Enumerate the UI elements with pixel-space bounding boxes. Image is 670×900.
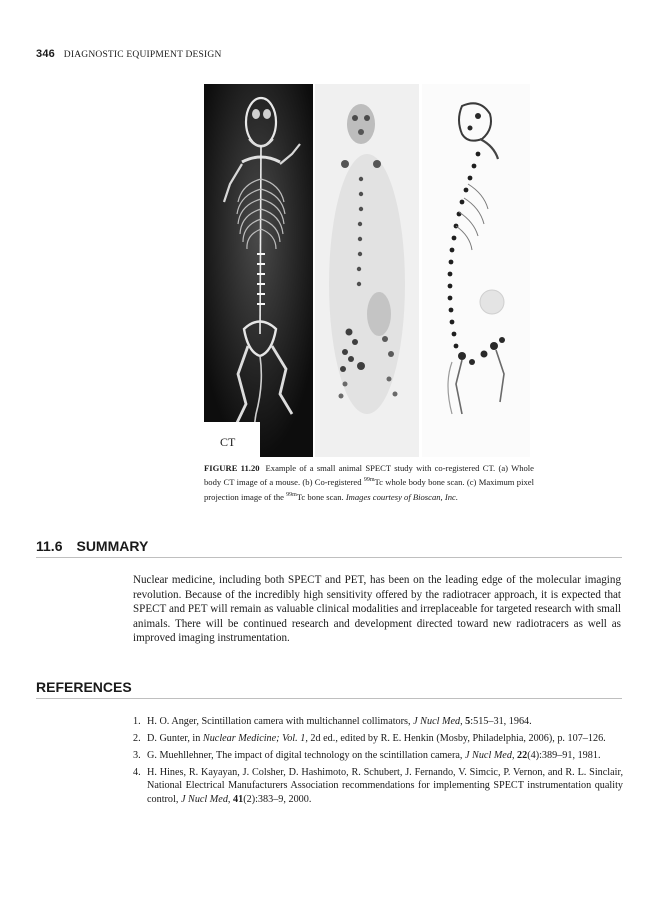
running-title: DIAGNOSTIC EQUIPMENT DESIGN <box>63 50 222 60</box>
page-number: 346 <box>36 48 55 60</box>
reference-journal: J Nucl Med <box>464 749 512 761</box>
section-number: 11.6 <box>36 538 63 554</box>
reference-book-title: Nuclear Medicine; Vol. 1 <box>202 732 306 744</box>
reference-authors-title: H. O. Anger, Scintillation camera with multichannel collimators, <box>147 716 414 727</box>
reference-number: 2. <box>133 732 141 744</box>
caption-text-c: Tc bone scan. <box>296 491 346 502</box>
reference-volume: 5 <box>465 716 471 727</box>
reference-separator: , <box>511 749 518 761</box>
figure-label: FIGURE 11.20 <box>204 463 260 473</box>
reference-separator: , <box>227 793 234 805</box>
panel-label-ct <box>204 422 260 457</box>
max-pixel-projection-panel <box>422 84 530 457</box>
references-list <box>133 715 623 809</box>
running-header <box>36 48 222 60</box>
summary-paragraph: Nuclear medicine, including both SPECT and PET, has been on the leading edge of the molecular imaging revolution. Because of the incredibly high sensitivity offered by the radiotracer approach, it is expected that SPECT and PET will remain as valuable clinical modalities and irreplaceable for targeted research with small animals. There will be continued research and development directed toward new radiotracers as well as improved imaging instrumentation. <box>133 574 621 645</box>
reference-item <box>133 766 623 806</box>
reference-authors-title: G. Muehllehner, The impact of digital technology on the scintillation camera, <box>147 749 465 761</box>
max-pixel-projection-image <box>422 84 530 457</box>
reference-volume: 22 <box>517 749 528 761</box>
reference-number: 4. <box>133 766 141 778</box>
reference-journal: J Nucl Med <box>180 793 228 805</box>
caption-text-b: Tc whole body bone scan. (c) Maximum pixel projection image of the <box>204 477 534 502</box>
references-heading: REFERENCES <box>36 679 622 699</box>
section-heading-summary <box>36 538 622 558</box>
bone-scan-panel <box>315 84 419 457</box>
reference-separator: , <box>460 716 466 727</box>
figure-11-20 <box>204 84 530 457</box>
reference-authors-title: H. Hines, R. Kayayan, J. Colsher, D. Hashimoto, R. Schubert, J. Fernando, V. Simcic, P. Vernon, and R. L. Sinclair, National Electrical Manufacturers Association recommendations for implementing SPECT instrumentation quality control, <box>147 766 623 805</box>
figure-caption <box>204 462 534 503</box>
reference-journal: J Nucl Med <box>413 716 461 727</box>
reference-pages-year: :515–31, 1964. <box>470 716 532 727</box>
reference-number: 3. <box>133 749 141 761</box>
reference-authors-title: D. Gunter, in <box>147 732 203 744</box>
reference-item <box>133 749 623 762</box>
caption-text-a: Example of a small animal SPECT study with co-registered CT. (a) Whole body CT image of a mouse. (b) Co-registered <box>204 463 535 488</box>
reference-pages-year: (4):389–91, 1981. <box>527 749 601 761</box>
ct-mouse-skeleton-image <box>204 84 313 457</box>
reference-item <box>133 732 623 745</box>
section-title: SUMMARY <box>76 538 149 554</box>
reference-number: 1. <box>133 716 141 727</box>
caption-sup-2: 99m <box>286 491 297 498</box>
panel-label-ct-text: CT <box>220 435 236 449</box>
reference-pages-year: (2):383–9, 2000. <box>243 793 312 805</box>
caption-sup-1: 99m <box>363 477 375 484</box>
ct-image-panel <box>204 84 313 457</box>
reference-item <box>133 715 623 728</box>
caption-credit: Images courtesy of Bioscan, Inc. <box>345 491 458 502</box>
reference-volume: 41 <box>233 793 244 805</box>
reference-details: , 2d ed., edited by R. E. Henkin (Mosby, Philadelphia, 2006), p. 107–126. <box>305 732 606 744</box>
bone-scan-image <box>315 84 419 457</box>
